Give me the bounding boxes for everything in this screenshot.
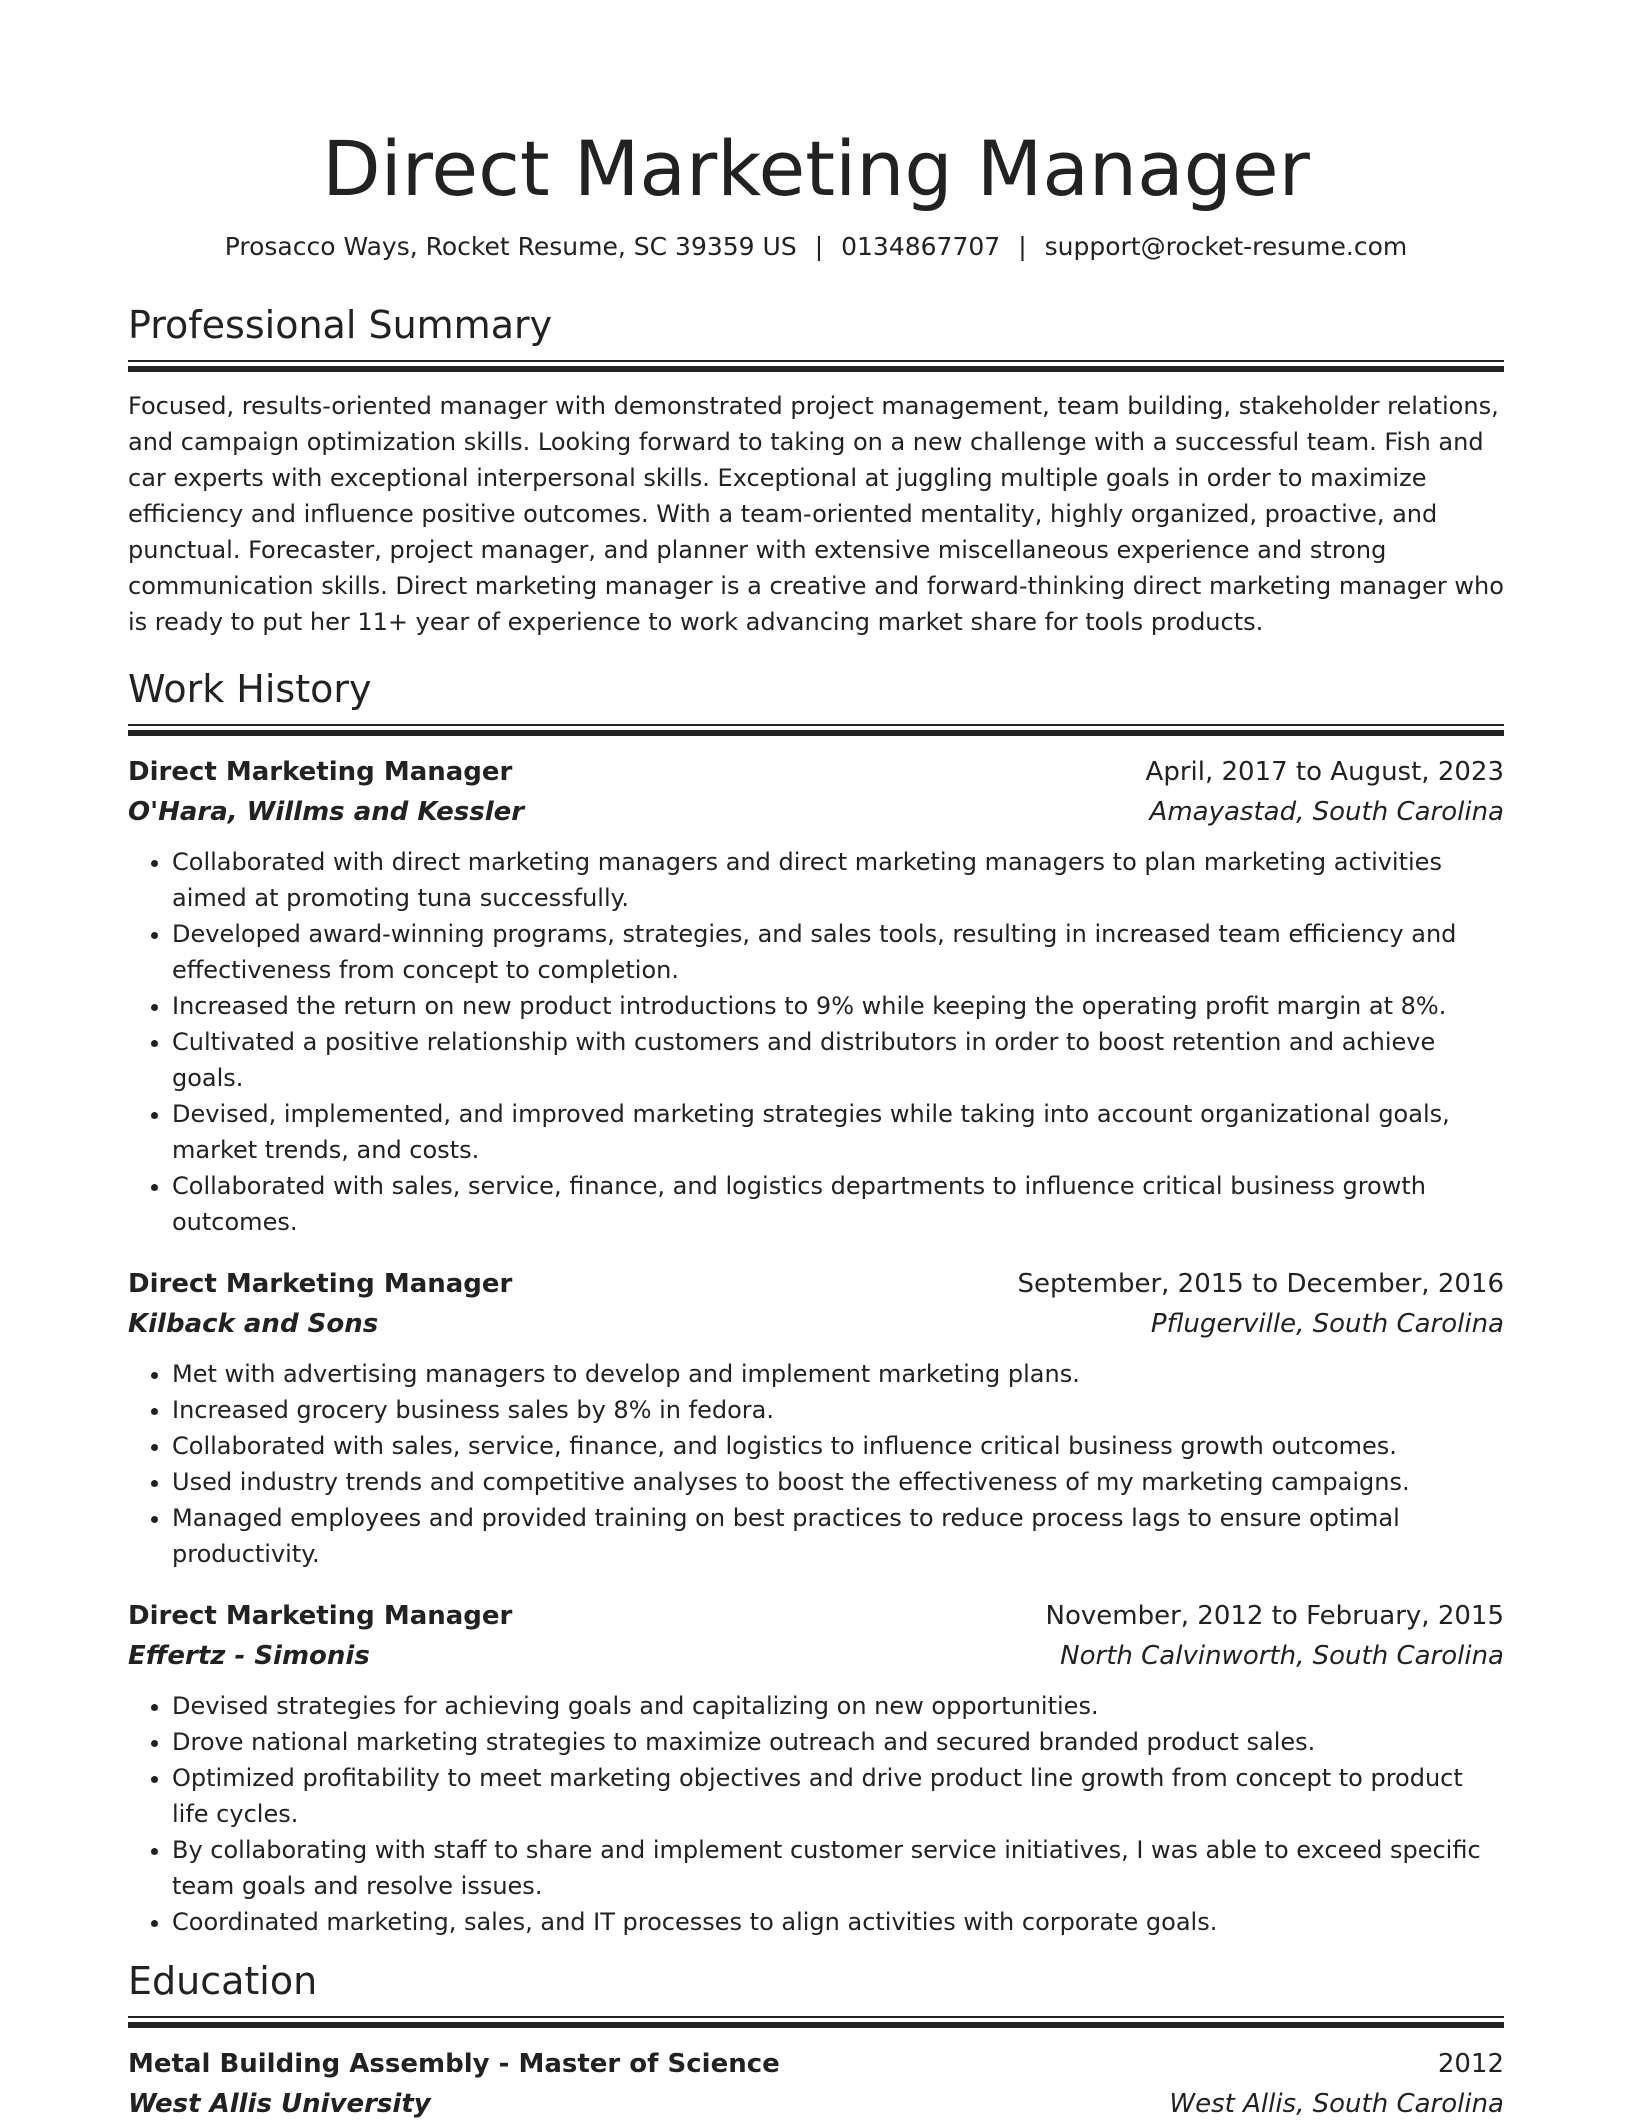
job-dates: September, 2015 to December, 2016 — [1017, 1269, 1504, 1299]
job-title: Direct Marketing Manager — [128, 1269, 513, 1299]
section-divider — [128, 724, 1504, 736]
work-history-section — [128, 666, 1504, 1940]
education-section — [128, 1958, 1504, 2124]
summary-section — [128, 302, 1504, 640]
job-title: Direct Marketing Manager — [128, 757, 513, 787]
list-item: • Coordinated marketing, sales, and IT processes to align activities with corporate goals. — [172, 1904, 1504, 1940]
job-location: North Calvinworth, South Carolina — [1060, 1641, 1504, 1671]
contact-address: Prosacco Ways, Rocket Resume, SC 39359 US — [224, 232, 797, 261]
list-item: • Devised strategies for achieving goals and capitalizing on new opportunities. — [172, 1688, 1504, 1724]
summary-text: Focused, results-oriented manager with demonstrated project management, team building, stakeholder relations, and campaign optimization skills. Looking forward to taking on a new challenge with a successful team. Fish and car experts with exceptional interpersonal skills. Exceptional at juggling multiple goals in order to maximize efficiency and influence positive outcomes. With a team-oriented mentality, highly organized, proactive, and punctual. Forecaster, project manager, and planner with extensive miscellaneous experience and strong communication skills. Direct marketing manager is a creative and forward-thinking direct marketing manager who is ready to put her 11+ year of experience to work advancing market share for tools products. — [128, 392, 1504, 636]
job-bullets — [128, 1356, 1504, 1572]
list-item: • Collaborated with sales, service, finance, and logistics to influence critical business growth outcomes. — [172, 1428, 1504, 1464]
job-bullets — [128, 1688, 1504, 1940]
section-divider — [128, 360, 1504, 372]
job-company: Effertz - Simonis — [128, 1641, 370, 1671]
job-title: Direct Marketing Manager — [128, 1601, 513, 1631]
section-heading: Professional Summary — [128, 303, 553, 347]
job-company-row — [128, 1304, 1504, 1344]
list-item: • Increased the return on new product introductions to 9% while keeping the operating profit margin at 8%. — [172, 988, 1504, 1024]
job-header-row — [128, 1596, 1504, 1636]
job-dates: April, 2017 to August, 2023 — [1145, 757, 1504, 787]
list-item: • Drove national marketing strategies to maximize outreach and secured branded product sales. — [172, 1724, 1504, 1760]
list-item: • Devised, implemented, and improved marketing strategies while taking into account organizational goals, market trends, and costs. — [172, 1096, 1504, 1168]
contact-phone: 0134867707 — [841, 232, 1001, 261]
job-entry — [128, 752, 1504, 1240]
education-location: West Allis, South Carolina — [1169, 2089, 1504, 2119]
education-header-row — [128, 2044, 1504, 2084]
contact-line — [128, 230, 1504, 264]
contact-separator: | — [1018, 232, 1027, 261]
job-dates: November, 2012 to February, 2015 — [1045, 1601, 1504, 1631]
list-item: • Managed employees and provided training on best practices to reduce process lags to ensure optimal productivity. — [172, 1500, 1504, 1572]
resume-page — [128, 0, 1504, 2124]
list-item: • Used industry trends and competitive analyses to boost the effectiveness of my marketing campaigns. — [172, 1464, 1504, 1500]
list-item: • By collaborating with staff to share and implement customer service initiatives, I was able to exceed specific team goals and resolve issues. — [172, 1832, 1504, 1904]
education-school-row — [128, 2084, 1504, 2124]
list-item: • Cultivated a positive relationship with customers and distributors in order to boost retention and achieve goals. — [172, 1024, 1504, 1096]
job-location: Pflugerville, South Carolina — [1150, 1309, 1504, 1339]
list-item: • Collaborated with direct marketing managers and direct marketing managers to plan marketing activities aimed at promoting tuna successfully. — [172, 844, 1504, 916]
job-entry — [128, 1264, 1504, 1572]
job-company-row — [128, 1636, 1504, 1676]
section-heading: Work History — [128, 667, 372, 711]
list-item: • Met with advertising managers to develop and implement marketing plans. — [172, 1356, 1504, 1392]
candidate-name: Direct Marketing Manager — [322, 124, 1310, 213]
job-bullets — [128, 844, 1504, 1240]
education-school: West Allis University — [128, 2089, 431, 2119]
job-company: Kilback and Sons — [128, 1309, 379, 1339]
job-company: O'Hara, Willms and Kessler — [128, 797, 525, 827]
job-header-row — [128, 1264, 1504, 1304]
job-location: Amayastad, South Carolina — [1149, 797, 1504, 827]
list-item: • Optimized profitability to meet marketing objectives and drive product line growth from concept to product life cycles. — [172, 1760, 1504, 1832]
education-entry — [128, 2044, 1504, 2124]
section-divider — [128, 2016, 1504, 2028]
list-item: • Collaborated with sales, service, finance, and logistics departments to influence critical business growth outcomes. — [172, 1168, 1504, 1240]
list-item: • Increased grocery business sales by 8% in fedora. — [172, 1392, 1504, 1428]
education-year: 2012 — [1437, 2049, 1504, 2079]
education-degree: Metal Building Assembly - Master of Science — [128, 2049, 780, 2079]
section-heading: Education — [128, 1959, 318, 2003]
job-entry — [128, 1596, 1504, 1940]
contact-email: support@rocket-resume.com — [1044, 232, 1408, 261]
job-company-row — [128, 792, 1504, 832]
contact-separator: | — [814, 232, 824, 261]
list-item: • Developed award-winning programs, strategies, and sales tools, resulting in increased team efficiency and effectiveness from concept to completion. — [172, 916, 1504, 988]
job-header-row — [128, 752, 1504, 792]
